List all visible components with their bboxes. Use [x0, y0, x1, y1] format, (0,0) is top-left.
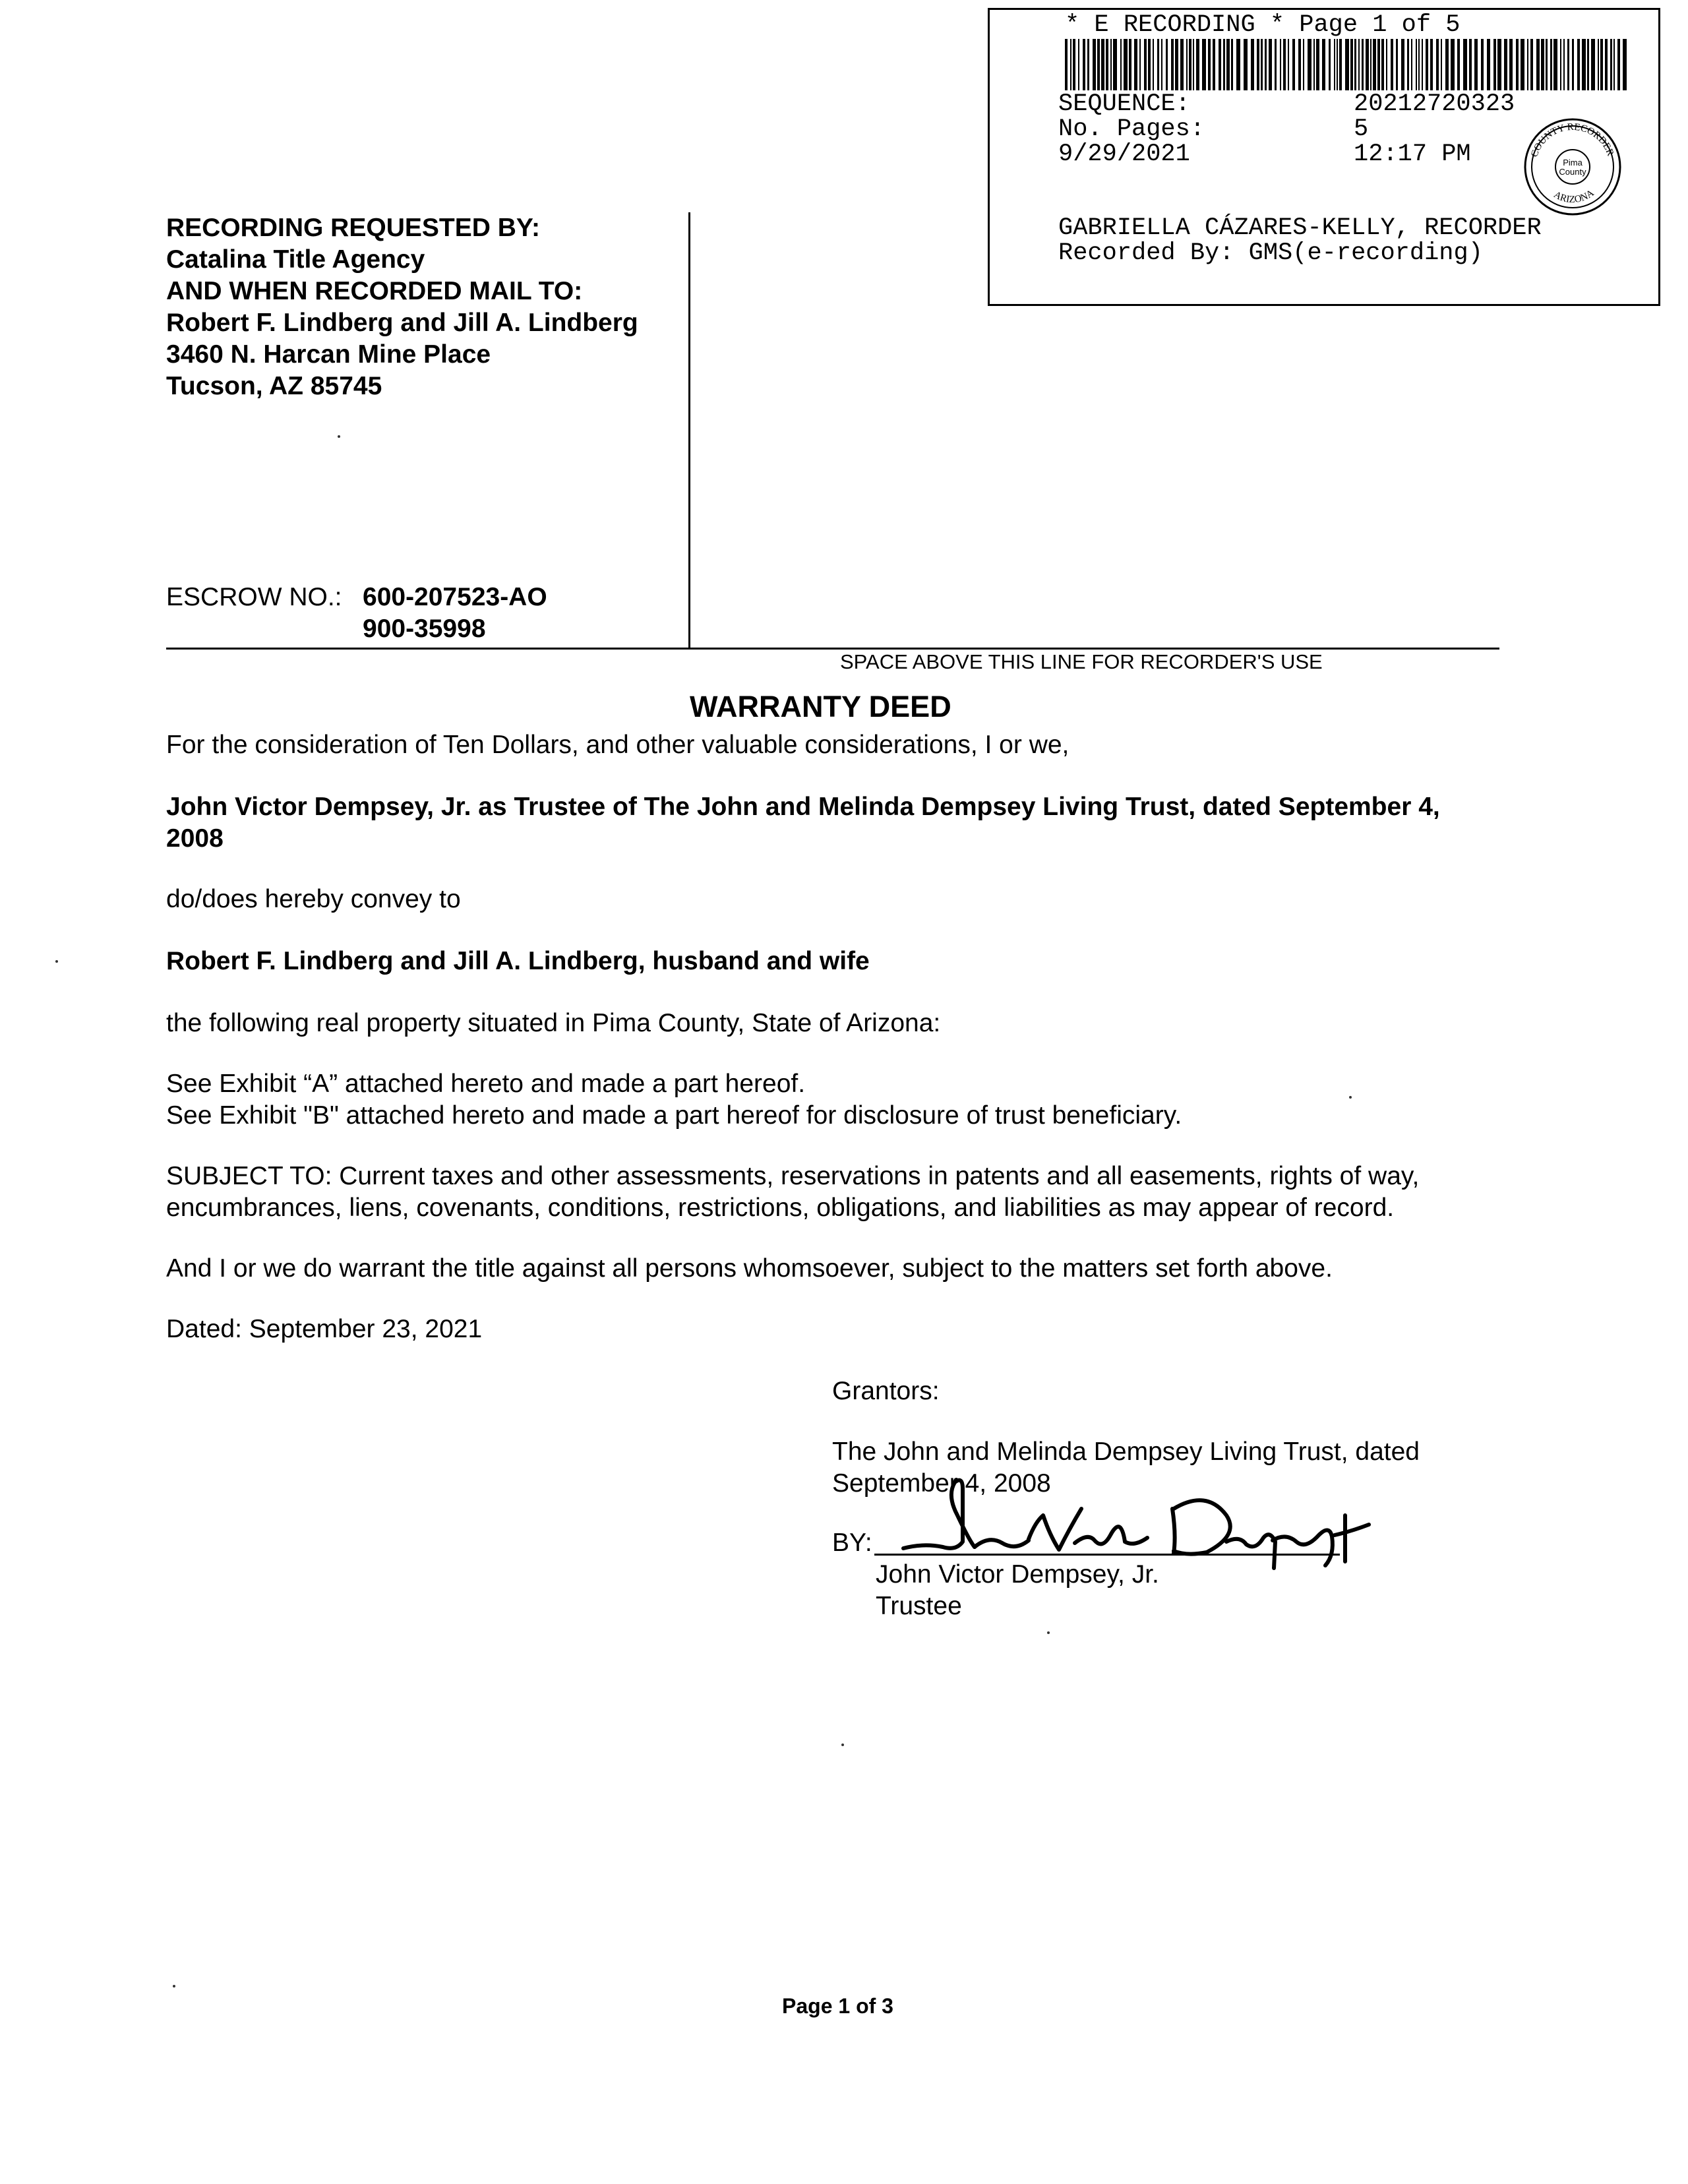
barcode-bar	[1358, 39, 1360, 90]
barcode-bar	[1316, 39, 1319, 90]
seal-outer-text: COUNTY RECORDER	[1529, 121, 1616, 159]
grantor-line-1: John Victor Dempsey, Jr. as Trustee of The John and Melinda Dempsey Living Trust, dated September 4,	[166, 793, 1440, 821]
barcode-bar	[1275, 39, 1277, 90]
barcode-bar	[1567, 39, 1569, 90]
barcode-bar	[1426, 39, 1428, 90]
barcode-bar	[1171, 39, 1174, 90]
barcode-bar	[1396, 39, 1398, 90]
stamp-header: * E RECORDING * Page 1 of 5	[1065, 11, 1461, 39]
barcode-bar	[1451, 39, 1455, 90]
barcode-bar	[1587, 39, 1589, 90]
barcode-bar	[1139, 39, 1141, 90]
barcode-bar	[1407, 39, 1409, 90]
barcode-bar	[1474, 39, 1478, 90]
barcode-bar	[1610, 39, 1612, 90]
recorder-stamp-box	[988, 8, 1660, 306]
barcode-bar	[1087, 39, 1089, 90]
barcode-bar	[1280, 39, 1281, 90]
barcode-bar	[1157, 39, 1159, 90]
barcode-bar	[1457, 39, 1460, 90]
barcode-bar	[1261, 39, 1263, 90]
barcode-bar	[1481, 39, 1484, 90]
barcode-bar	[1124, 39, 1128, 90]
barcode-bar	[1283, 39, 1286, 90]
subject-to-line-1: SUBJECT TO: Current taxes and other assessments, reservations in patents and all easements, rights of way,	[166, 1162, 1420, 1190]
barcode-bar	[1441, 39, 1442, 90]
barcode-bar	[1418, 39, 1420, 90]
barcode-bar	[1196, 39, 1199, 90]
mail-to-label: AND WHEN RECORDED MAIL TO:	[166, 277, 583, 305]
barcode-bar	[1509, 39, 1513, 90]
barcode-bar	[1303, 39, 1304, 90]
pages-value: 5	[1354, 115, 1369, 143]
barcode-bar	[1411, 39, 1412, 90]
barcode-bar	[1536, 39, 1540, 90]
escrow-underline	[166, 648, 690, 650]
exhibit-a-text: See Exhibit “A” attached hereto and made a part hereof.	[166, 1070, 806, 1098]
svg-text:ARIZONA	[1552, 188, 1596, 205]
barcode-bar	[1560, 39, 1561, 90]
record-date: 9/29/2021	[1058, 140, 1190, 168]
barcode-bar	[1582, 39, 1586, 90]
sequence-label: SEQUENCE:	[1058, 90, 1190, 118]
barcode-bar	[1613, 39, 1615, 90]
signer-title: Trustee	[876, 1592, 962, 1620]
barcode-bar	[1113, 39, 1117, 90]
barcode-bar	[1175, 39, 1178, 90]
scan-speck	[1047, 1631, 1050, 1634]
property-text: the following real property situated in Pima County, State of Arizona:	[166, 1009, 941, 1037]
document-title: WARRANTY DEED	[690, 690, 951, 723]
barcode-bar	[1430, 39, 1433, 90]
barcode-bar	[1148, 39, 1151, 90]
scan-speck	[338, 435, 340, 438]
warrant-text: And I or we do warrant the title against all persons whomsoever, subject to the matters set forth above.	[166, 1254, 1333, 1283]
barcode-bar	[1436, 39, 1439, 90]
barcode-bar	[1106, 39, 1108, 90]
barcode-bar	[1110, 39, 1112, 90]
barcode-bar	[1144, 39, 1147, 90]
barcode-bar	[1231, 39, 1233, 90]
barcode-bar	[1541, 39, 1544, 90]
svg-text:COUNTY RECORDER	[1529, 122, 1615, 159]
barcode-bar	[1308, 39, 1311, 90]
escrow-label: ESCROW NO.:	[166, 583, 342, 611]
barcode-bar	[1598, 39, 1599, 90]
barcode-bar	[1153, 39, 1154, 90]
barcode-bar	[1497, 39, 1501, 90]
barcode-bar	[1563, 39, 1565, 90]
mail-to-city: Tucson, AZ 85745	[166, 372, 382, 400]
barcode-bar	[1208, 39, 1211, 90]
escrow-number-1: 600-207523-AO	[363, 583, 547, 611]
barcode-bar	[1223, 39, 1225, 90]
barcode-bar	[1161, 39, 1162, 90]
barcode-bar	[1120, 39, 1122, 90]
barcode-bar	[1362, 39, 1364, 90]
barcode-bar	[1600, 39, 1603, 90]
scan-speck	[1349, 1096, 1352, 1099]
barcode-bar	[1288, 39, 1289, 90]
seal-center-line2: County	[1559, 167, 1586, 177]
mail-to-name: Robert F. Lindberg and Jill A. Lindberg	[166, 309, 638, 337]
barcode-bar	[1251, 39, 1254, 90]
escrow-number-2: 900-35998	[363, 615, 486, 643]
consideration-text: For the consideration of Ten Dollars, and other valuable considerations, I or we,	[166, 731, 1070, 759]
scan-speck	[841, 1744, 844, 1746]
recorder-space-note: SPACE ABOVE THIS LINE FOR RECORDER'S USE	[840, 650, 1323, 673]
barcode-bar	[1381, 39, 1384, 90]
barcode-bar	[1226, 39, 1230, 90]
barcode-bar	[1401, 39, 1404, 90]
barcode-bar	[1521, 39, 1524, 90]
scan-speck	[173, 1985, 175, 1987]
barcode-bar	[1083, 39, 1085, 90]
barcode-bar	[1073, 39, 1075, 90]
barcode-bar	[1292, 39, 1295, 90]
by-label: BY:	[832, 1529, 872, 1557]
barcode-bar	[1166, 39, 1168, 90]
barcode-bar	[1334, 39, 1335, 90]
barcode-bar	[1527, 39, 1528, 90]
exhibit-b-text: See Exhibit "B" attached hereto and made a part hereof for disclosure of trust beneficiary.	[166, 1101, 1182, 1130]
recorded-by: Recorded By: GMS(e-recording)	[1058, 239, 1483, 267]
barcode	[1065, 39, 1628, 90]
barcode-bar	[1265, 39, 1267, 90]
subject-to-line-2: encumbrances, liens, covenants, conditions, restrictions, obligations, and liabilities as may appear of record.	[166, 1194, 1395, 1222]
pages-label: No. Pages:	[1058, 115, 1205, 143]
record-time: 12:17 PM	[1354, 140, 1471, 168]
barcode-bar	[1070, 39, 1071, 90]
barcode-bar	[1329, 39, 1331, 90]
barcode-bar	[1445, 39, 1449, 90]
grantee-text: Robert F. Lindberg and Jill A. Lindberg, husband and wife	[166, 947, 870, 975]
barcode-bar	[1504, 39, 1507, 90]
recorder-space-line	[688, 648, 1499, 650]
barcode-bar	[1236, 39, 1240, 90]
scan-speck	[55, 960, 58, 963]
sequence-value: 20212720323	[1354, 90, 1515, 118]
barcode-bar	[1546, 39, 1548, 90]
requested-by-label: RECORDING REQUESTED BY:	[166, 214, 540, 242]
barcode-bar	[1591, 39, 1595, 90]
vertical-divider	[688, 212, 690, 649]
barcode-bar	[1219, 39, 1221, 90]
barcode-bar	[1487, 39, 1490, 90]
recorder-name: GABRIELLA CÁZARES-KELLY, RECORDER	[1058, 214, 1542, 242]
barcode-bar	[1493, 39, 1496, 90]
trust-name-line-1: The John and Melinda Dempsey Living Trust, dated	[832, 1438, 1420, 1466]
county-seal-icon	[1522, 117, 1623, 217]
barcode-bar	[1189, 39, 1191, 90]
barcode-bar	[1416, 39, 1417, 90]
barcode-bar	[1516, 39, 1519, 90]
page-number: Page 1 of 3	[782, 1994, 893, 2018]
barcode-bar	[1605, 39, 1608, 90]
seal-bottom-text: ARIZONA	[1552, 187, 1596, 206]
barcode-bar	[1101, 39, 1104, 90]
grantors-label: Grantors:	[832, 1377, 940, 1405]
seal-center-line1: Pima	[1563, 158, 1582, 167]
barcode-bar	[1180, 39, 1184, 90]
dated-text: Dated: September 23, 2021	[166, 1315, 483, 1343]
barcode-bar	[1269, 39, 1272, 90]
mail-to-street: 3460 N. Harcan Mine Place	[166, 340, 491, 369]
barcode-bar	[1213, 39, 1215, 90]
signer-name: John Victor Dempsey, Jr.	[876, 1560, 1159, 1589]
trust-name-line-2: September 4, 2008	[832, 1469, 1051, 1498]
barcode-bar	[1553, 39, 1557, 90]
barcode-bar	[1469, 39, 1472, 90]
barcode-bar	[1065, 39, 1068, 90]
barcode-bar	[1337, 39, 1338, 90]
barcode-bar	[1257, 39, 1259, 90]
barcode-bar	[1202, 39, 1206, 90]
barcode-bar	[1377, 39, 1380, 90]
barcode-bar	[1370, 39, 1372, 90]
barcode-bar	[1530, 39, 1533, 90]
requested-by: Catalina Title Agency	[166, 245, 425, 274]
barcode-bar	[1244, 39, 1248, 90]
barcode-bar	[1366, 39, 1369, 90]
barcode-bar	[1078, 39, 1079, 90]
barcode-bar	[1339, 39, 1342, 90]
barcode-bar	[1345, 39, 1349, 90]
barcode-bar	[1463, 39, 1467, 90]
barcode-bar	[1186, 39, 1188, 90]
barcode-bar	[1623, 39, 1627, 90]
barcode-bar	[1093, 39, 1096, 90]
barcode-bar	[1391, 39, 1393, 90]
barcode-bar	[1373, 39, 1376, 90]
barcode-bar	[1097, 39, 1100, 90]
barcode-bar	[1354, 39, 1356, 90]
barcode-bar	[1298, 39, 1301, 90]
barcode-bar	[1617, 39, 1620, 90]
barcode-bar	[1572, 39, 1574, 90]
barcode-bar	[1550, 39, 1552, 90]
barcode-bar	[1129, 39, 1131, 90]
barcode-bar	[1577, 39, 1580, 90]
barcode-bar	[1386, 39, 1387, 90]
convey-text: do/does hereby convey to	[166, 885, 461, 913]
grantor-line-2: 2008	[166, 824, 224, 853]
barcode-bar	[1134, 39, 1137, 90]
barcode-bar	[1422, 39, 1423, 90]
barcode-bar	[1350, 39, 1353, 90]
barcode-bar	[1322, 39, 1325, 90]
barcode-bar	[1313, 39, 1315, 90]
barcode-bar	[1193, 39, 1194, 90]
